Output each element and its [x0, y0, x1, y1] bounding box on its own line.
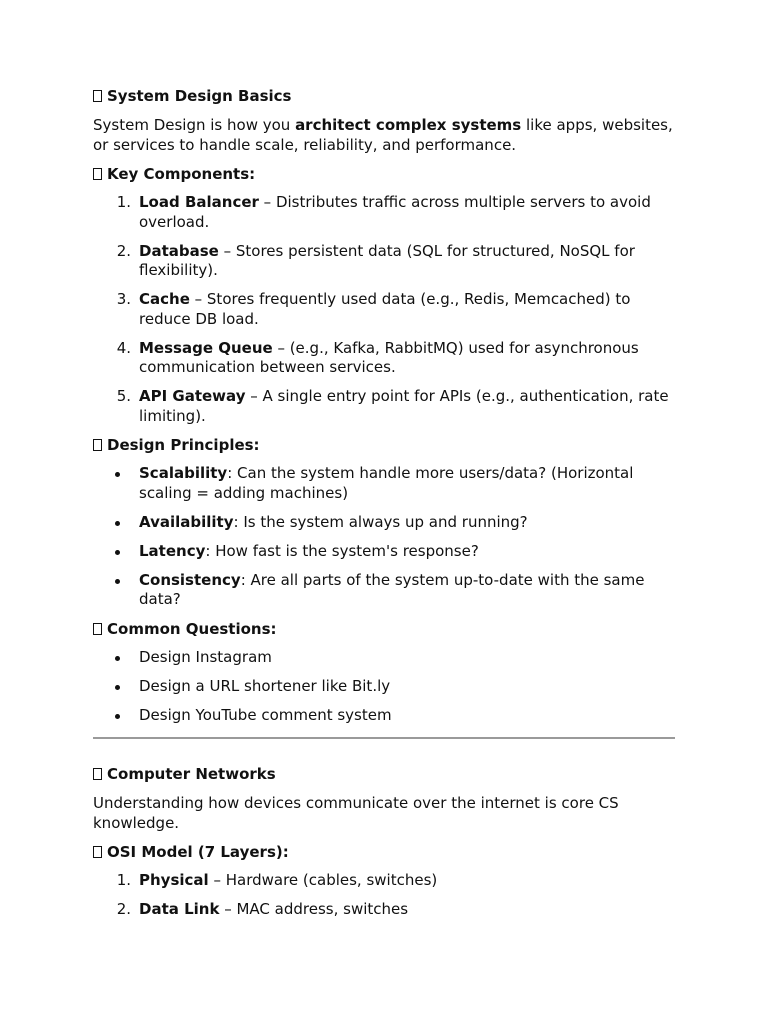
- list-item: Scalability: Can the system handle more users/data? (Horizontal scaling = adding machines): [93, 464, 675, 503]
- section-heading-computer-networks: [93, 764, 675, 784]
- bullet-icon: [115, 685, 120, 690]
- subheading-design-principles: Design Principles:: [93, 435, 675, 455]
- principles-list: [93, 464, 675, 610]
- components-list: [93, 193, 675, 426]
- osi-layers-list: [93, 871, 675, 920]
- section-heading-system-design: [93, 86, 675, 106]
- missing-glyph-icon: [93, 623, 102, 635]
- list-item: Availability: Is the system always up and running?: [93, 513, 675, 533]
- missing-glyph-icon: [93, 846, 102, 858]
- missing-glyph-icon: [93, 439, 102, 451]
- subheading-common-questions: Common Questions:: [93, 619, 675, 639]
- section-title: System Design Basics: [107, 87, 292, 105]
- list-item: Consistency: Are all parts of the system up-to-date with the same data?: [93, 571, 675, 610]
- bullet-icon: [115, 472, 120, 477]
- list-item: Design a URL shortener like Bit.ly: [93, 677, 675, 697]
- list-item: 1. Physical – Hardware (cables, switches): [116, 871, 438, 889]
- bullet-icon: [115, 579, 120, 584]
- subheading-key-components: Key Components:: [93, 164, 675, 184]
- questions-list: [93, 648, 675, 726]
- missing-glyph-icon: [93, 768, 102, 780]
- list-item: 2. Database – Stores persistent data (SQL for structured, NoSQL for flexibility).: [116, 241, 635, 279]
- subheading-osi-model: OSI Model (7 Layers):: [93, 842, 675, 862]
- list-item: 1. Load Balancer – Distributes traffic across multiple servers to avoid overload.: [116, 193, 651, 231]
- bullet-icon: [115, 521, 120, 526]
- bullet-icon: [115, 656, 120, 661]
- document-content: [93, 86, 675, 920]
- bullet-icon: [115, 714, 120, 719]
- horizontal-divider: [93, 737, 675, 739]
- list-item: 4. Message Queue – (e.g., Kafka, RabbitMQ) used for asynchronous communication between services.: [116, 338, 639, 376]
- missing-glyph-icon: [93, 90, 102, 102]
- section-title: Computer Networks: [107, 765, 276, 783]
- list-item: 5. API Gateway – A single entry point for APIs (e.g., authentication, rate limiting).: [116, 387, 669, 425]
- list-item: Latency: How fast is the system's response?: [93, 542, 675, 562]
- system-design-intro: System Design is how you architect complex systems like apps, websites, or services to handle scale, reliability, and performance.: [93, 116, 673, 154]
- list-item: Design Instagram: [93, 648, 675, 668]
- missing-glyph-icon: [93, 168, 102, 180]
- networks-intro: Understanding how devices communicate over the internet is core CS knowledge.: [93, 794, 619, 832]
- list-item: 2. Data Link – MAC address, switches: [116, 900, 409, 918]
- bullet-icon: [115, 550, 120, 555]
- list-item: 3. Cache – Stores frequently used data (e.g., Redis, Memcached) to reduce DB load.: [116, 290, 631, 328]
- list-item: Design YouTube comment system: [93, 706, 675, 726]
